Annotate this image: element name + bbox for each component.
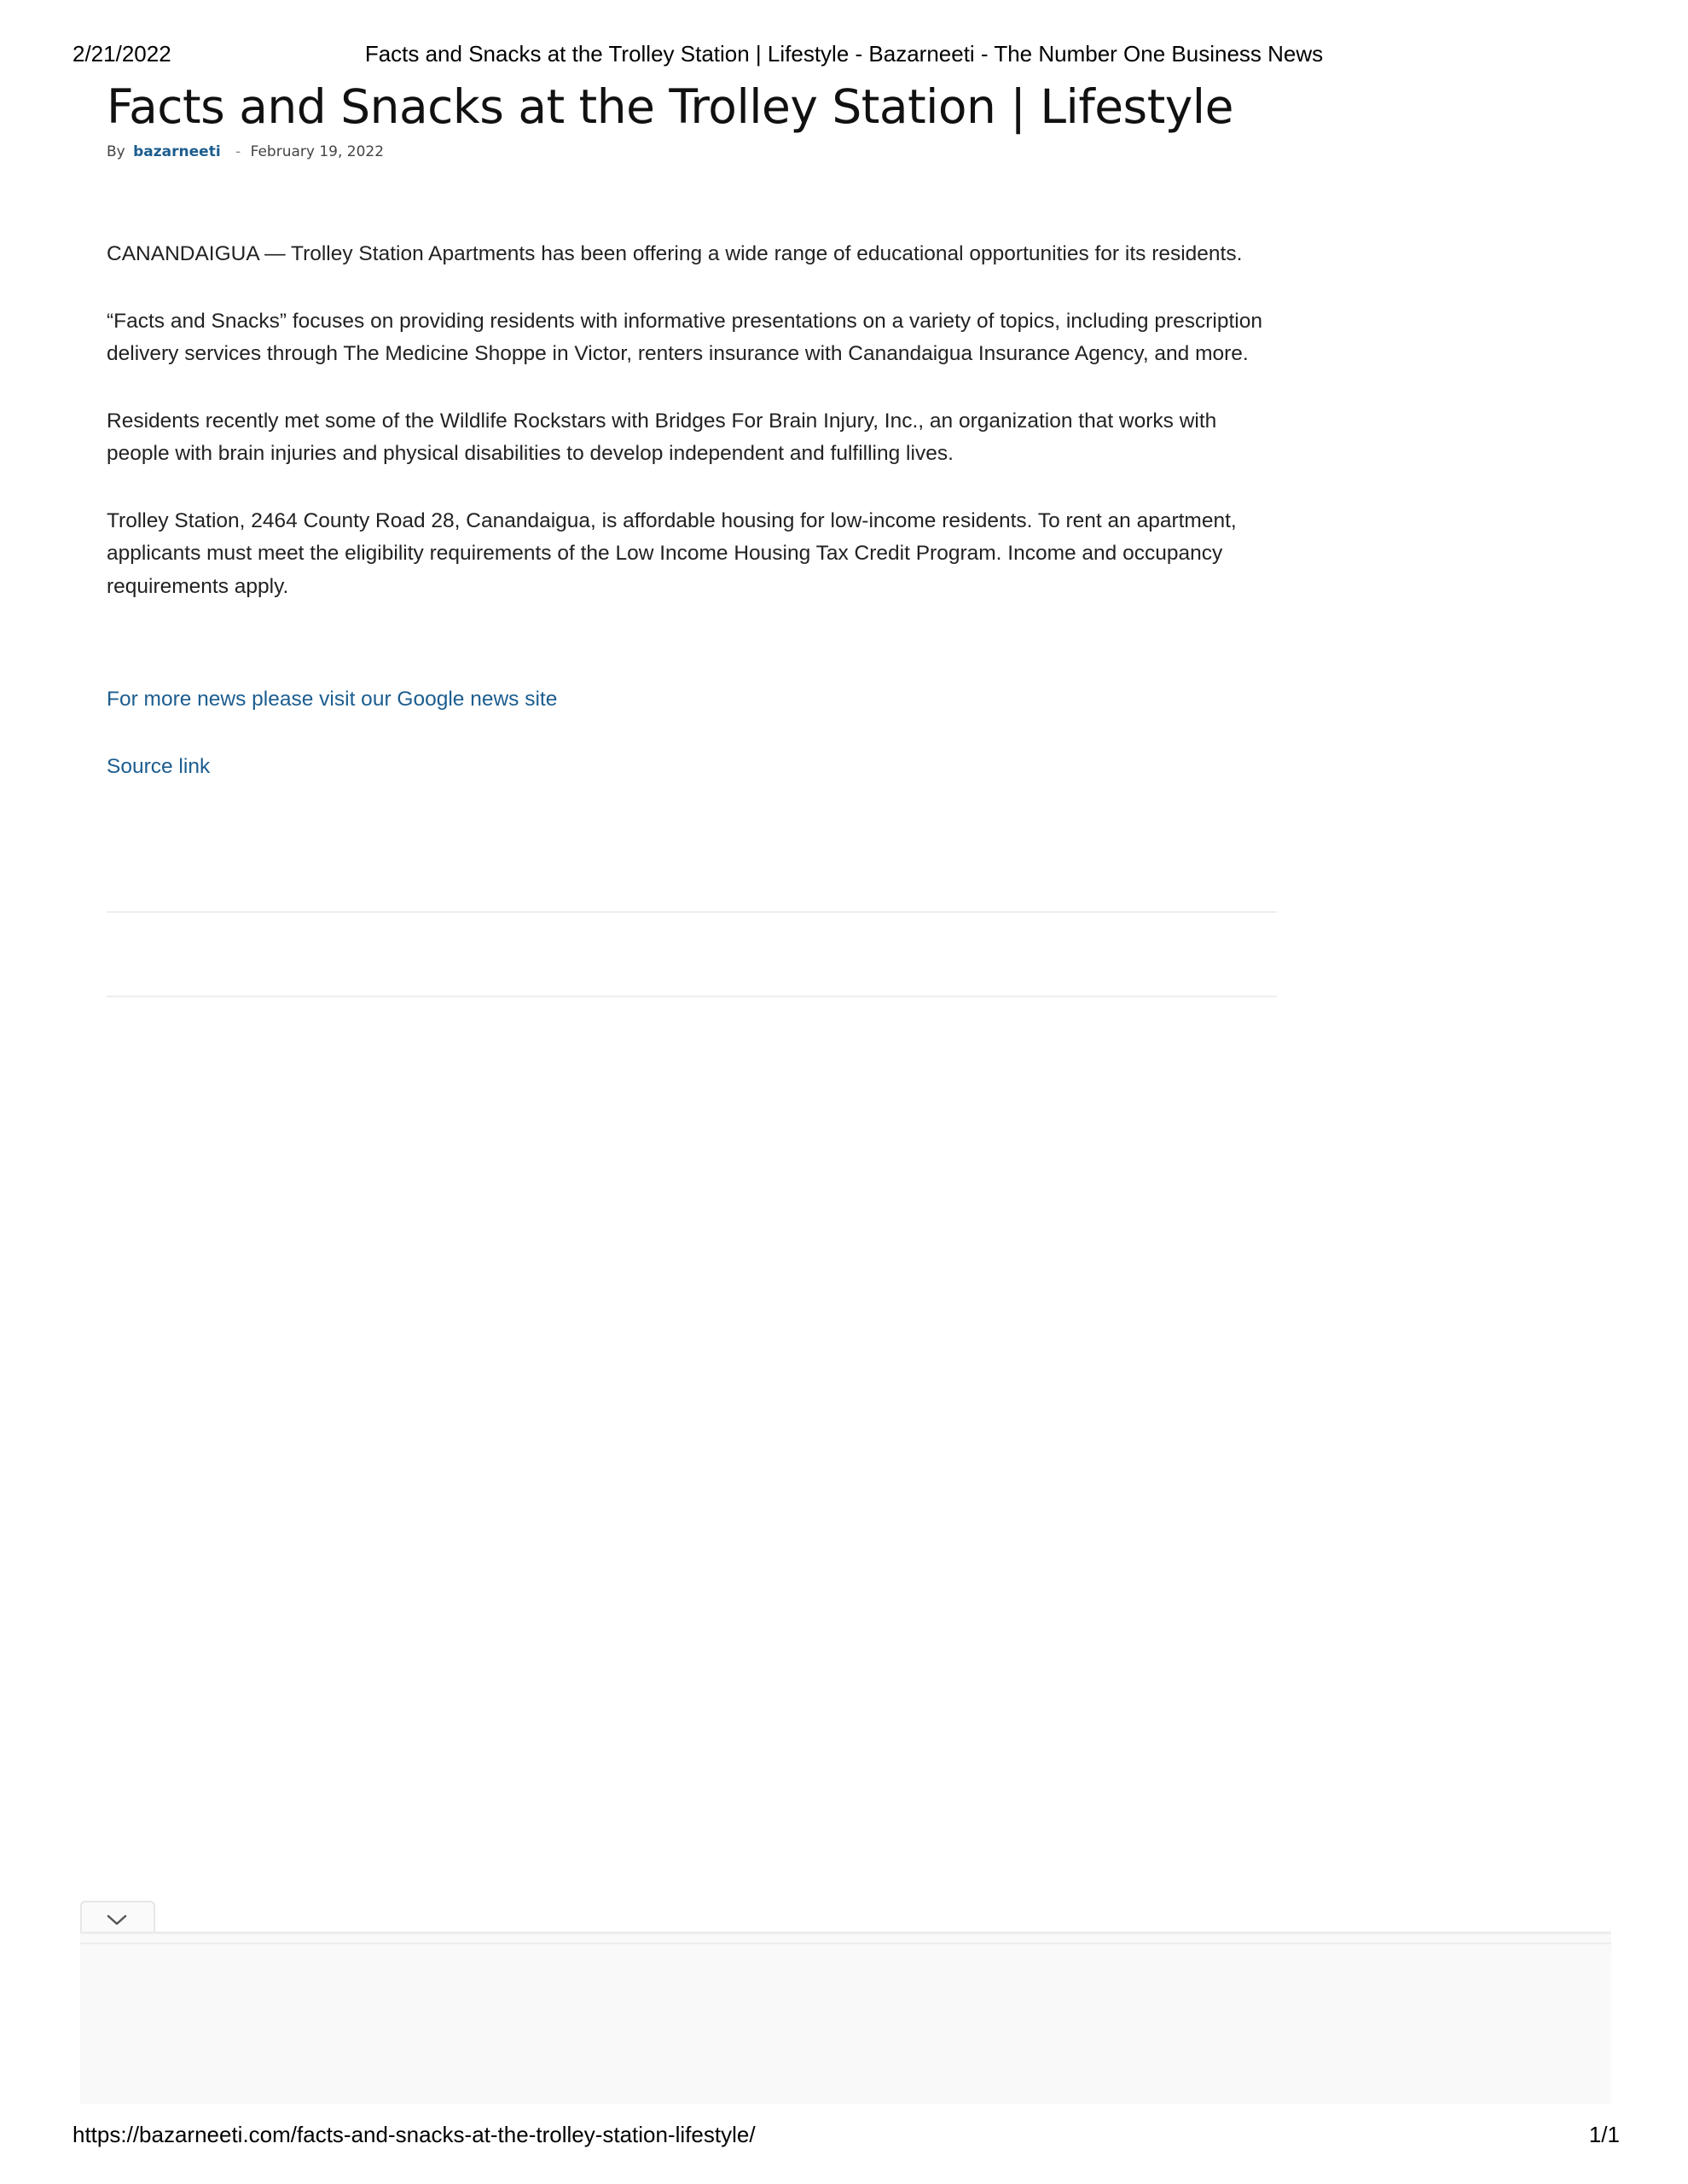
google-news-link[interactable]: For more news please visit our Google news site bbox=[107, 688, 558, 711]
publish-date: February 19, 2022 bbox=[250, 143, 385, 160]
paragraph: CANANDAIGUA — Trolley Station Apartments has been offering a wide range of educational opportunities for its residents. bbox=[107, 242, 1243, 265]
paragraph: “Facts and Snacks” focuses on providing residents with informative presentations on a variety of topics, including prescription delivery services through The Medicine Shoppe in Victor, renters insurance with Canandaigua Insurance Agency, and more. bbox=[107, 309, 1262, 365]
byline bbox=[107, 143, 1275, 160]
page-number: 1/1 bbox=[1588, 2122, 1620, 2147]
author-link[interactable]: bazarneeti bbox=[133, 143, 221, 160]
panel-toggle-button[interactable] bbox=[80, 1901, 155, 1933]
article-body bbox=[107, 238, 1275, 603]
article-title: Facts and Snacks at the Trolley Station | Lifestyle bbox=[107, 79, 1233, 134]
paragraph: Residents recently met some of the Wildlife Rockstars with Bridges For Brain Injury, Inc., an organization that works with people with brain injuries and physical disabilities to develop independent and fulfilling lives. bbox=[107, 409, 1217, 465]
panel-divider bbox=[80, 1943, 1611, 1944]
divider bbox=[107, 911, 1277, 913]
divider bbox=[107, 996, 1277, 997]
print-date: 2/21/2022 bbox=[73, 41, 171, 67]
paragraph: Trolley Station, 2464 County Road 28, Canandaigua, is affordable housing for low-income residents. To rent an apartment, applicants must meet the eligibility requirements of the Low Income Housing Tax Credit Program. Income and occupancy requirements apply. bbox=[107, 508, 1237, 598]
article-links bbox=[107, 683, 1275, 783]
source-link[interactable]: Source link bbox=[107, 755, 211, 778]
chevron-down-icon bbox=[106, 1914, 128, 1927]
article bbox=[107, 78, 1275, 818]
print-url: https://bazarneeti.com/facts-and-snacks-at-the-trolley-station-lifestyle/ bbox=[73, 2122, 756, 2147]
byline-separator: - bbox=[235, 143, 241, 160]
bottom-panel bbox=[80, 1931, 1611, 2104]
print-page-title: Facts and Snacks at the Trolley Station | Lifestyle - Bazarneeti - The Number One Business News bbox=[364, 41, 1324, 67]
byline-prefix: By bbox=[107, 143, 125, 160]
